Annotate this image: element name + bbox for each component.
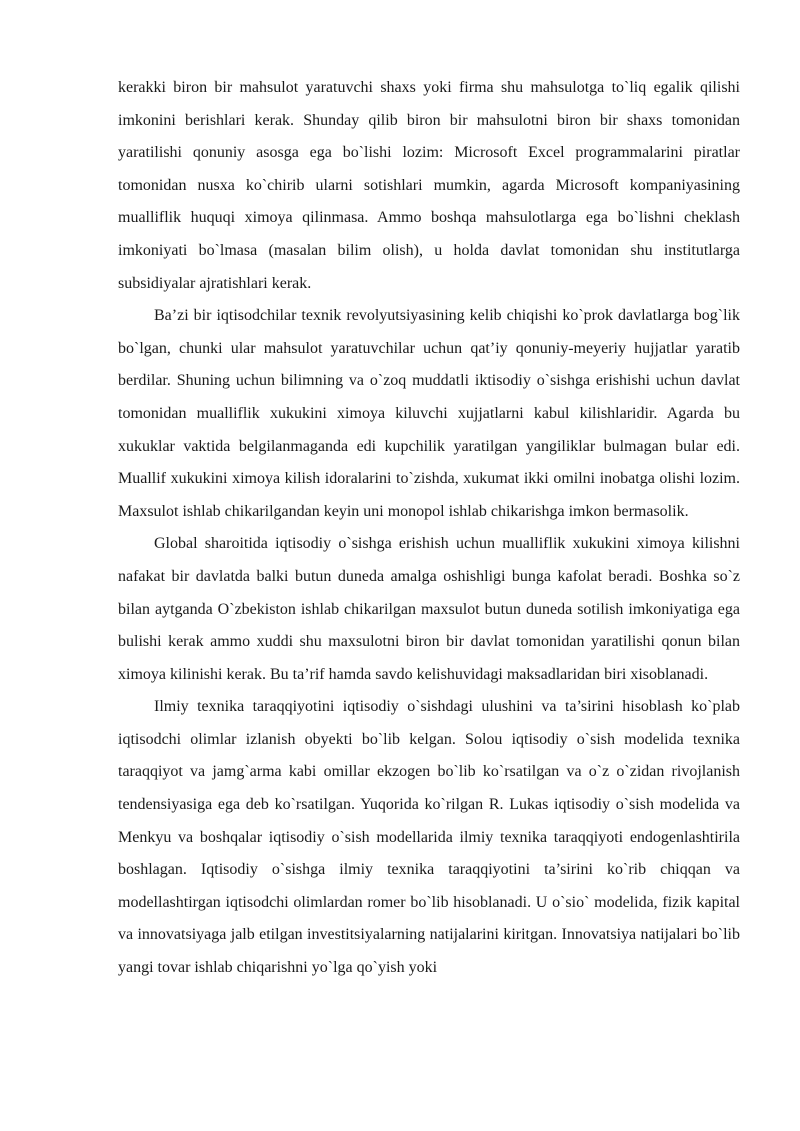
paragraph-technical-revolution: Ba’zi bir iqtisodchilar texnik revolyutsiyasining kelib chiqishi ko`prok davlatlarga bog`lik bo`lgan, chunki ular mahsulot yaratuvchilar uchun qat’iy qonuniy-meyeriy hujjatlar yaratib berdilar. Shuning uchun bilimning va o`zoq muddatli iktisodiy o`sishga erishishi uchun davlat tomonidan mualliflik xukukini ximoya kiluvchi xujjatlarni kabul kilishlaridir. Agarda bu xukuklar vaktida belgilanmaganda edi kupchilik yaratilgan yangiliklar bulmagan bular edi. Muallif xukukini ximoya kilish idoralarini to`zishda, xukumat ikki omilni inobatga olishi lozim. Maxsulot ishlab chikarilgandan keyin uni monopol ishlab chikarishga imkon bermasolik. bbox=[118, 307, 740, 520]
document-page bbox=[118, 72, 740, 985]
paragraph-scientific-progress: Ilmiy texnika taraqqiyotini iqtisodiy o`sishdagi ulushini va ta’sirini hisoblash ko`plab iqtisodchi olimlar izlanish obyekti bo`lib kelgan. Solou iqtisodiy o`sish modelida texnika taraqqiyot va jamg`arma kabi omillar ekzogen bo`lib ko`rsatilgan va o`z o`zidan rivojlanish tendensiyasiga ega deb ko`rsatilgan. Yuqorida ko`rilgan R. Lukas iqtisodiy o`sish modelida va Menkyu va boshqalar iqtisodiy o`sish modellarida ilmiy texnika taraqqiyoti endogenlashtirila boshlagan. Iqtisodiy o`sishga ilmiy texnika taraqqiyotini ta’sirini ko`rib chiqqan va modellashtirgan iqtisodchi olimlardan romer bo`lib hisoblanadi. U o`sio` modelida, fizik kapital va innovatsiyaga jalb etilgan investitsiyalarning natijalarini kiritgan. Innovatsiya natijalari bo`lib yangi tovar ishlab chiqarishni yo`lga qo`yish yoki bbox=[118, 698, 740, 977]
paragraph-global-conditions: Global sharoitida iqtisodiy o`sishga erishish uchun mualliflik xukukini ximoya kilishni nafakat bir davlatda balki butun duneda amalga oshishligi bunga kafolat beradi. Boshka so`z bilan aytganda O`zbekiston ishlab chikarilgan maxsulot butun duneda sotilish imkoniyatiga ega bulishi kerak ammo xuddi shu maxsulotni biron bir davlat tomonidan yaratilishi qonun bilan ximoya kilinishi kerak. Bu ta’rif hamda savdo kelishuvidagi maksadlaridan biri xisoblanadi. bbox=[118, 535, 740, 683]
paragraph-continuation: kerakki biron bir mahsulot yaratuvchi shaxs yoki firma shu mahsulotga to`liq egalik qilishi imkonini berishlari kerak. Shunday qilib biron bir mahsulotni biron bir shaxs tomonidan yaratilishi qonuniy asosga ega bo`lishi lozim: Microsoft Excel programmalarini piratlar tomonidan nusxa ko`chirib ularni sotishlari mumkin, agarda Microsoft kompaniyasining mualliflik huquqi ximoya qilinmasa. Ammo boshqa mahsulotlarga ega bo`lishni cheklash imkoniyati bo`lmasa (masalan bilim olish), u holda davlat tomonidan shu institutlarga subsidiyalar ajratishlari kerak. bbox=[118, 79, 740, 292]
